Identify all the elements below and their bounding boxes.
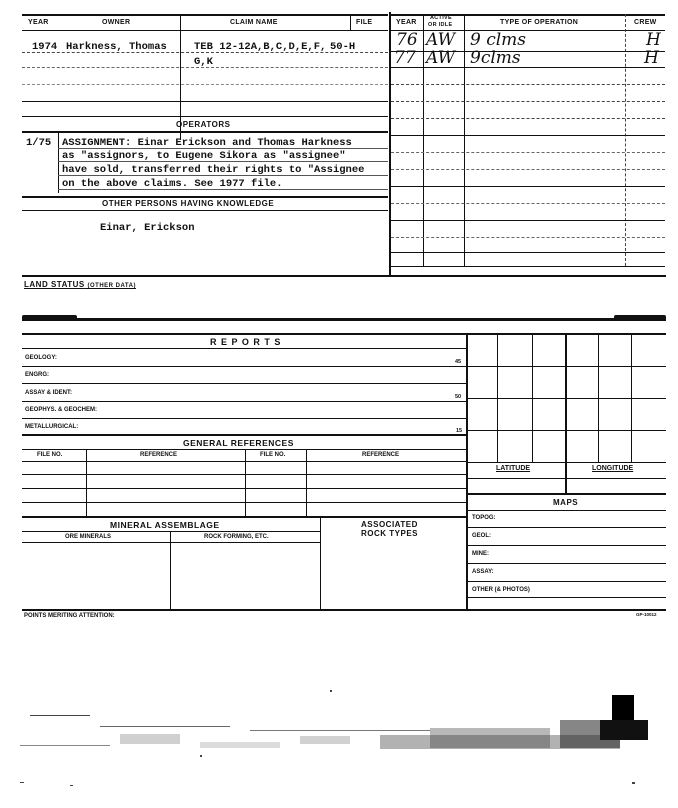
- band-blot-right: [614, 315, 666, 320]
- other-persons-top: [22, 196, 388, 198]
- thick-band: [22, 318, 666, 321]
- general-refs-line: [22, 449, 466, 450]
- reports-title-line: [22, 348, 466, 349]
- report-line-5: [22, 434, 466, 436]
- op-rule-4: [58, 189, 388, 190]
- active-header: ACTIVE: [430, 15, 452, 21]
- activity-row8-line: [391, 169, 665, 170]
- row1-line: [22, 52, 388, 53]
- report-assay: ASSAY & IDENT:: [25, 390, 73, 396]
- owner-header: OWNER: [102, 19, 131, 26]
- noise-3: [250, 730, 430, 731]
- activity-row2-status: AW: [426, 48, 456, 68]
- year-header: YEAR: [28, 19, 49, 26]
- gr-row-1: [22, 474, 466, 475]
- row2-claim: G,K: [194, 56, 213, 68]
- activity-row13-line: [391, 252, 665, 253]
- noise-4: [20, 745, 110, 746]
- noise-9: [600, 720, 648, 740]
- ore-minerals-header: ORE MINERALS: [65, 534, 112, 540]
- noise-6: [430, 728, 550, 748]
- other-persons-title: OTHER PERSONS HAVING KNOWLEDGE: [102, 199, 275, 208]
- gr-col-3: [306, 449, 307, 516]
- noise-18: [200, 755, 202, 757]
- op-rule-2: [58, 161, 388, 162]
- report-geology: GEOLOGY:: [25, 355, 57, 361]
- gr-row-2: [22, 488, 466, 489]
- maps-geol: GEOL:: [472, 533, 491, 539]
- activity-row2-crew: H: [644, 48, 659, 68]
- header-divider: [22, 30, 388, 31]
- latitude-label: LATITUDE: [496, 465, 531, 472]
- noise-10: [120, 734, 180, 744]
- reports-top: [22, 333, 666, 335]
- activity-row3-line: [391, 84, 665, 85]
- longitude-label: LONGITUDE: [592, 465, 634, 472]
- gr-row-3: [22, 502, 466, 503]
- noise-2: [100, 726, 230, 727]
- row1-claim: TEB 12-12A,B,C,D,E,F,: [194, 41, 327, 53]
- land-status-label: LAND STATUS (OTHER DATA): [24, 280, 136, 289]
- gr-reference-1: REFERENCE: [140, 452, 178, 458]
- activity-row12-line: [391, 237, 665, 238]
- points-meriting: POINTS MERITING ATTENTION:: [24, 613, 115, 619]
- other-persons-divider: [22, 210, 388, 211]
- operators-title: OPERATORS: [176, 120, 231, 129]
- top-section-bottom: [22, 275, 666, 277]
- report-line-3: [22, 401, 466, 402]
- reports-right-divider: [466, 333, 468, 609]
- row3-line: [22, 84, 388, 85]
- reports-title: R E P O R T S: [210, 337, 282, 347]
- operators-divider: [22, 131, 388, 133]
- mineral-col: [170, 531, 171, 609]
- report-line-2: [22, 383, 466, 384]
- grid-row-2: [466, 398, 666, 399]
- gr-bottom: [22, 516, 466, 518]
- activity-row10-line: [391, 203, 665, 204]
- maps-line-3: [466, 563, 666, 564]
- noise-1: [30, 715, 90, 716]
- grid-col-3: [565, 333, 567, 493]
- assoc-title-2: ROCK TYPES: [361, 529, 419, 538]
- activity-row2-year: 77: [394, 48, 416, 68]
- maps-title-line: [466, 510, 666, 511]
- grid-row-1: [466, 366, 666, 367]
- gr-col-2: [245, 449, 246, 516]
- activity-row1-crew: H: [646, 30, 661, 50]
- report-metallurgical: METALLURGICAL:: [25, 424, 79, 430]
- report-engrg: ENGRG:: [25, 372, 49, 378]
- band-blot-left: [22, 315, 77, 320]
- noise-11: [300, 736, 350, 744]
- mineral-title: MINERAL ASSEMBLAGE: [110, 520, 220, 530]
- activity-row1-year: 76: [396, 30, 418, 50]
- report-geology-num: 45: [455, 359, 462, 365]
- maps-line-2: [466, 545, 666, 546]
- op-rule-1: [58, 148, 388, 149]
- assoc-title-1: ASSOCIATED: [361, 520, 418, 529]
- report-metallurgical-num: 15: [456, 428, 463, 434]
- row5-line: [22, 116, 388, 117]
- mineral-line: [22, 531, 320, 532]
- mineral-assoc-divider: [320, 516, 321, 609]
- grid-row-4: [466, 462, 666, 463]
- crew-header: CREW: [634, 19, 657, 26]
- maps-top: [466, 493, 666, 495]
- mineral-header-line: [22, 542, 320, 543]
- noise-17: [330, 690, 332, 692]
- maps-line-4: [466, 581, 666, 582]
- maps-title: MAPS: [553, 498, 579, 507]
- scan-noise: [0, 690, 678, 800]
- row2-line: [22, 67, 388, 68]
- activity-year-header: YEAR: [396, 19, 417, 26]
- maps-mine: MINE:: [472, 551, 489, 557]
- noise-15: [632, 782, 635, 784]
- noise-8: [612, 695, 634, 723]
- claim-file-divider: [350, 14, 351, 30]
- latlong-line: [466, 478, 666, 479]
- operators-line-3: have sold, transferred their rights to "Assignee: [62, 164, 365, 176]
- maps-line-5: [466, 597, 666, 598]
- operators-line-2: as "assignors, to Eugene Sikora as "assignee": [62, 150, 346, 162]
- activity-row2-type: 9clms: [470, 48, 521, 68]
- activity-row6-line: [391, 135, 665, 136]
- other-persons-name: Einar, Erickson: [100, 222, 195, 234]
- operators-line-4: on the above claims. See 1977 file.: [62, 178, 283, 190]
- report-line-1: [22, 366, 466, 367]
- activity-row1-status: AW: [426, 30, 456, 50]
- claim-name-header: CLAIM NAME: [230, 19, 278, 26]
- row1-owner: Harkness, Thomas: [66, 41, 167, 53]
- footer-line: [22, 609, 666, 611]
- form-number: GP-10012: [636, 612, 657, 617]
- row4-line: [22, 101, 388, 102]
- operators-line-1: ASSIGNMENT: Einar Erickson and Thomas Harkness: [62, 137, 352, 149]
- gr-file-no-1: FILE NO.: [37, 452, 63, 458]
- row1-file: 50-H: [330, 41, 356, 53]
- type-op-header: TYPE OF OPERATION: [500, 19, 579, 26]
- report-geophys: GEOPHYS. & GEOCHEM:: [25, 407, 98, 413]
- activity-row14-line: [391, 266, 665, 267]
- noise-13: [20, 782, 24, 783]
- row1-year: 1974: [32, 41, 58, 53]
- activity-row2-line: [391, 67, 665, 68]
- or-idle-header: OR IDLE: [428, 22, 453, 28]
- maps-other: OTHER (& PHOTOS): [472, 587, 530, 593]
- activity-row9-line: [391, 186, 665, 187]
- noise-12: [200, 742, 280, 748]
- noise-14: [70, 785, 73, 786]
- activity-row1-type: 9 clms: [470, 30, 527, 50]
- gr-reference-2: REFERENCE: [362, 452, 400, 458]
- activity-row5-line: [391, 118, 665, 119]
- report-assay-num: 50: [455, 394, 462, 400]
- operators-date: 1/75: [26, 137, 52, 149]
- activity-row7-line: [391, 152, 665, 153]
- file-header: FILE: [356, 19, 373, 26]
- op-rule-3: [58, 175, 388, 176]
- activity-row11-line: [391, 220, 665, 221]
- general-refs-title: GENERAL REFERENCES: [183, 438, 294, 448]
- top-border: [22, 14, 388, 16]
- report-line-4: [22, 418, 466, 419]
- rock-forming-header: ROCK FORMING, ETC.: [204, 534, 269, 540]
- gr-col-1: [86, 449, 87, 516]
- operators-date-divider: [58, 131, 59, 193]
- gr-header-line: [22, 461, 466, 462]
- grid-row-3: [466, 430, 666, 431]
- gr-file-no-2: FILE NO.: [260, 452, 286, 458]
- maps-line-1: [466, 527, 666, 528]
- maps-assay: ASSAY:: [472, 569, 494, 575]
- maps-topog: TOPOG:: [472, 515, 496, 521]
- activity-row4-line: [391, 101, 665, 102]
